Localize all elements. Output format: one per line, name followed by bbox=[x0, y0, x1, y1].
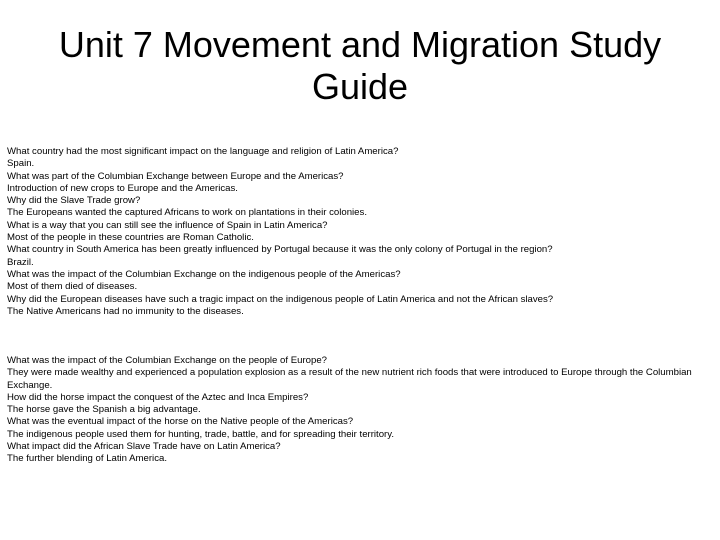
question-7: Why did the European diseases have such a tragic impact on the indigenous people of Latin America and not the African slaves? bbox=[7, 293, 554, 305]
answer-10: The indigenous people used them for hunting, trade, battle, and for spreading their territory. bbox=[7, 428, 395, 440]
answer-5: Brazil. bbox=[7, 256, 34, 268]
question-2: What was part of the Columbian Exchange between Europe and the Americas? bbox=[7, 170, 344, 182]
answer-7: The Native Americans had no immunity to the diseases. bbox=[7, 305, 244, 317]
answer-6: Most of them died of diseases. bbox=[7, 281, 138, 293]
question-8: What was the impact of the Columbian Exchange on the people of Europe? bbox=[7, 355, 327, 366]
question-3: Why did the Slave Trade grow? bbox=[7, 195, 141, 207]
answer-2: Introduction of new crops to Europe and the Americas. bbox=[7, 182, 238, 194]
study-guide-block-1 bbox=[7, 146, 713, 318]
question-6: What was the impact of the Columbian Exchange on the indigenous people of the Americas? bbox=[7, 268, 401, 280]
answer-3: The Europeans wanted the captured Africans to work on plantations in their colonies. bbox=[7, 207, 367, 219]
answer-9: The horse gave the Spanish a big advantage. bbox=[7, 404, 201, 416]
page-title: Unit 7 Movement and Migration Study Guide bbox=[58, 24, 662, 107]
question-9: How did the horse impact the conquest of the Aztec and Inca Empires? bbox=[7, 391, 309, 403]
answer-8: They were made wealthy and experienced a population explosion as a result of the new nutrient rich foods that were introduced to Europe through the Columbian Exchange. bbox=[7, 367, 692, 391]
question-5: What country in South America has been greatly influenced by Portugal because it was the only colony of Portugal in the region? bbox=[7, 244, 553, 256]
question-4: What is a way that you can still see the influence of Spain in Latin America? bbox=[7, 219, 328, 231]
question-10: What was the eventual impact of the horse on the Native people of the Americas? bbox=[7, 416, 354, 428]
answer-11: The further blending of Latin America. bbox=[7, 453, 167, 465]
answer-1: Spain. bbox=[7, 158, 35, 170]
question-1: What country had the most significant impact on the language and religion of Latin America? bbox=[7, 146, 399, 157]
answer-4: Most of the people in these countries are Roman Catholic. bbox=[7, 232, 254, 244]
study-guide-block-2 bbox=[7, 355, 713, 466]
question-11: What impact did the African Slave Trade have on Latin America? bbox=[7, 441, 281, 453]
